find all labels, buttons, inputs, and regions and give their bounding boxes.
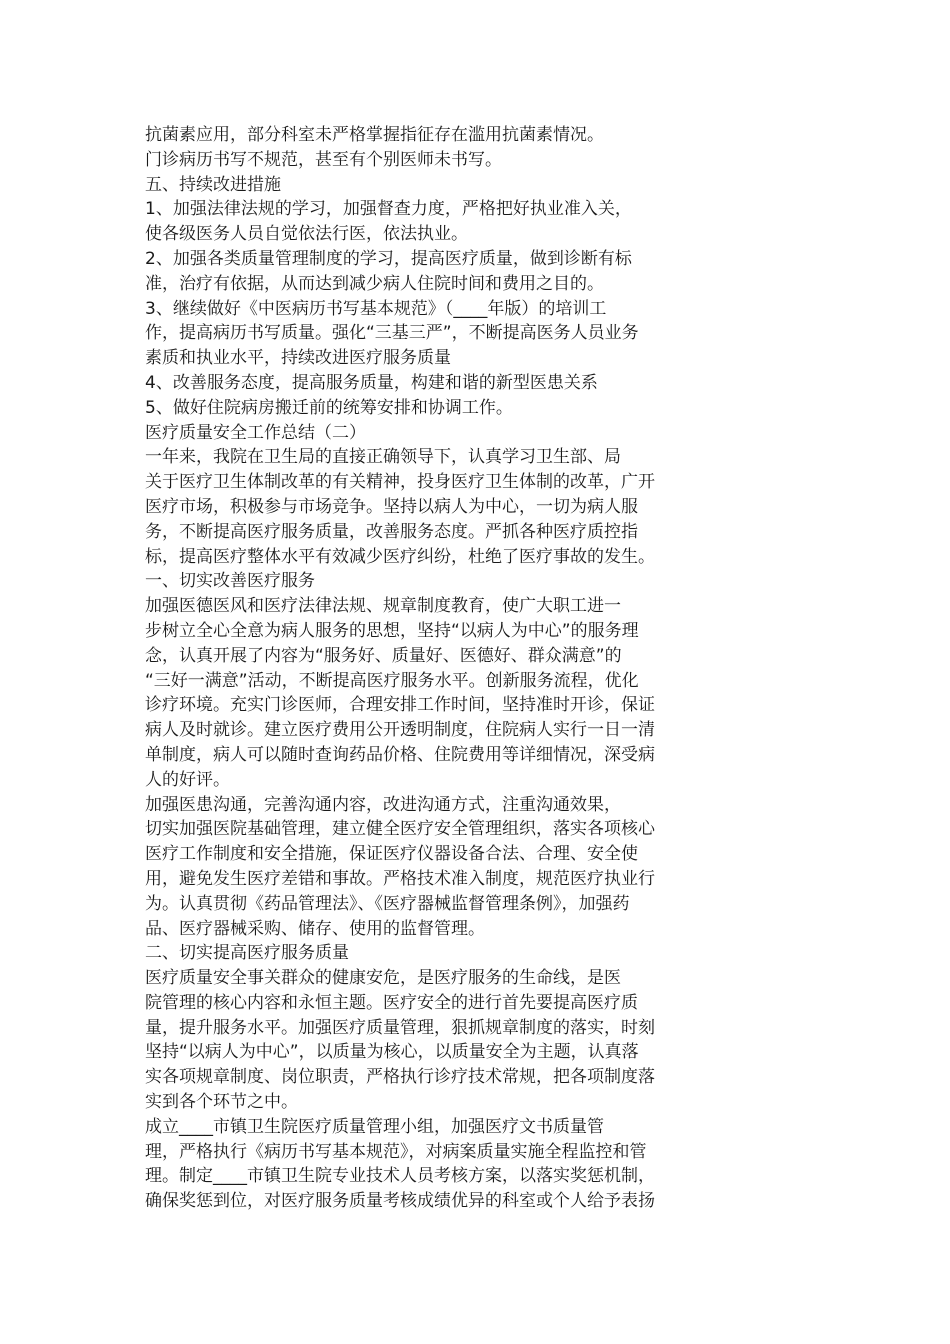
- text-line: 2、加强各类质量管理制度的学习，提高医疗质量，做到诊断有标: [145, 248, 632, 269]
- text-line: 成立____市镇卫生院医疗质量管理小组，加强医疗文书质量管: [145, 1116, 604, 1137]
- text-line: 念，认真开展了内容为“服务好、质量好、医德好、群众满意”的: [145, 645, 622, 666]
- text-line: 用，避免发生医疗差错和事故。严格技术准入制度，规范医疗执业行: [145, 868, 655, 889]
- text-line: 一年来，我院在卫生局的直接正确领导下，认真学习卫生部、局: [145, 447, 621, 468]
- text-line: 关于医疗卫生体制改革的有关精神，投身医疗卫生体制的改革，广开: [145, 472, 655, 493]
- text-line: 量，提升服务水平。加强医疗质量管理，狠抓规章制度的落实，时刻: [145, 1017, 655, 1038]
- text-line: 五、持续改进措施: [145, 174, 281, 195]
- text-line: 加强医德医风和医疗法律法规、规章制度教育，使广大职工进一: [145, 596, 621, 617]
- text-line: 务，不断提高医疗服务质量，改善服务态度。严抓各种医疗质控指: [145, 521, 638, 542]
- text-line: 实各项规章制度、岗位职责，严格执行诊疗技术常规，把各项制度落: [145, 1067, 655, 1088]
- text-line: 门诊病历书写不规范，甚至有个别医师未书写。: [145, 149, 502, 170]
- text-line: 标，提高医疗整体水平有效减少医疗纠纷，杜绝了医疗事故的发生。: [145, 546, 655, 567]
- text-line: 使各级医务人员自觉依法行医，依法执业。: [145, 224, 468, 245]
- text-line: 5、做好住院病房搬迁前的统筹安排和协调工作。: [145, 397, 513, 418]
- text-line: 抗菌素应用，部分科室未严格掌握指征存在滥用抗菌素情况。: [145, 125, 604, 145]
- text-line: 步树立全心全意为病人服务的思想，坚持“以病人为中心”的服务理: [145, 620, 639, 641]
- text-line: 切实加强医院基础管理，建立健全医疗安全管理组织，落实各项核心: [145, 819, 655, 840]
- text-line: 理，严格执行《病历书写基本规范》，对病案质量实施全程监控和管: [145, 1141, 647, 1162]
- text-line: 素质和执业水平，持续改进医疗服务质量: [145, 348, 451, 369]
- text-line: 人的好评。: [145, 769, 230, 790]
- text-line: 准，治疗有依据，从而达到减少病人住院时间和费用之目的。: [145, 273, 604, 294]
- document-body: [145, 123, 735, 1214]
- text-line: 医疗质量安全工作总结（二）: [145, 422, 366, 443]
- text-line: 病人及时就诊。建立医疗费用公开透明制度，住院病人实行一日一清: [145, 720, 655, 741]
- text-line: 品、医疗器械采购、储存、使用的监督管理。: [145, 918, 485, 939]
- text-line: 医疗市场，积极参与市场竞争。坚持以病人为中心，一切为病人服: [145, 496, 638, 517]
- text-line: 二、切实提高医疗服务质量: [145, 943, 349, 964]
- text-line: 加强医患沟通，完善沟通内容，改进沟通方式，注重沟通效果，: [145, 794, 621, 815]
- text-line: 实到各个环节之中。: [145, 1092, 298, 1113]
- text-line: 3、继续做好《中医病历书写基本规范》（____年版）的培训工: [145, 298, 607, 319]
- text-line: 作，提高病历书写质量。强化“三基三严”，不断提高医务人员业务: [145, 323, 639, 344]
- text-line: 诊疗环境。充实门诊医师，合理安排工作时间，坚持准时开诊，保证: [145, 695, 655, 716]
- text-line: 确保奖惩到位，对医疗服务质量考核成绩优异的科室或个人给予表扬: [145, 1191, 655, 1212]
- text-line: 院管理的核心内容和永恒主题。医疗安全的进行首先要提高医疗质: [145, 992, 638, 1013]
- text-line: 坚持“以病人为中心”，以质量为核心，以质量安全为主题，认真落: [145, 1042, 639, 1063]
- text-line: 医疗质量安全事关群众的健康安危，是医疗服务的生命线，是医: [145, 968, 621, 989]
- text-line: 单制度，病人可以随时查询药品价格、住院费用等详细情况，深受病: [145, 744, 655, 765]
- text-line: 理。制定____市镇卫生院专业技术人员考核方案，以落实奖惩机制，: [145, 1166, 655, 1187]
- text-line: “三好一满意”活动，不断提高医疗服务水平。创新服务流程，优化: [145, 670, 639, 691]
- text-line: 医疗工作制度和安全措施，保证医疗仪器设备合法、合理、安全使: [145, 844, 638, 865]
- text-line: 1、加强法律法规的学习，加强督查力度，严格把好执业准入关，: [145, 199, 632, 220]
- text-line: 4、改善服务态度，提高服务质量，构建和谐的新型医患关系: [145, 372, 598, 393]
- text-line: 为。认真贯彻《药品管理法》、《医疗器械监督管理条例》，加强药: [145, 893, 630, 914]
- text-line: 一、切实改善医疗服务: [145, 571, 315, 592]
